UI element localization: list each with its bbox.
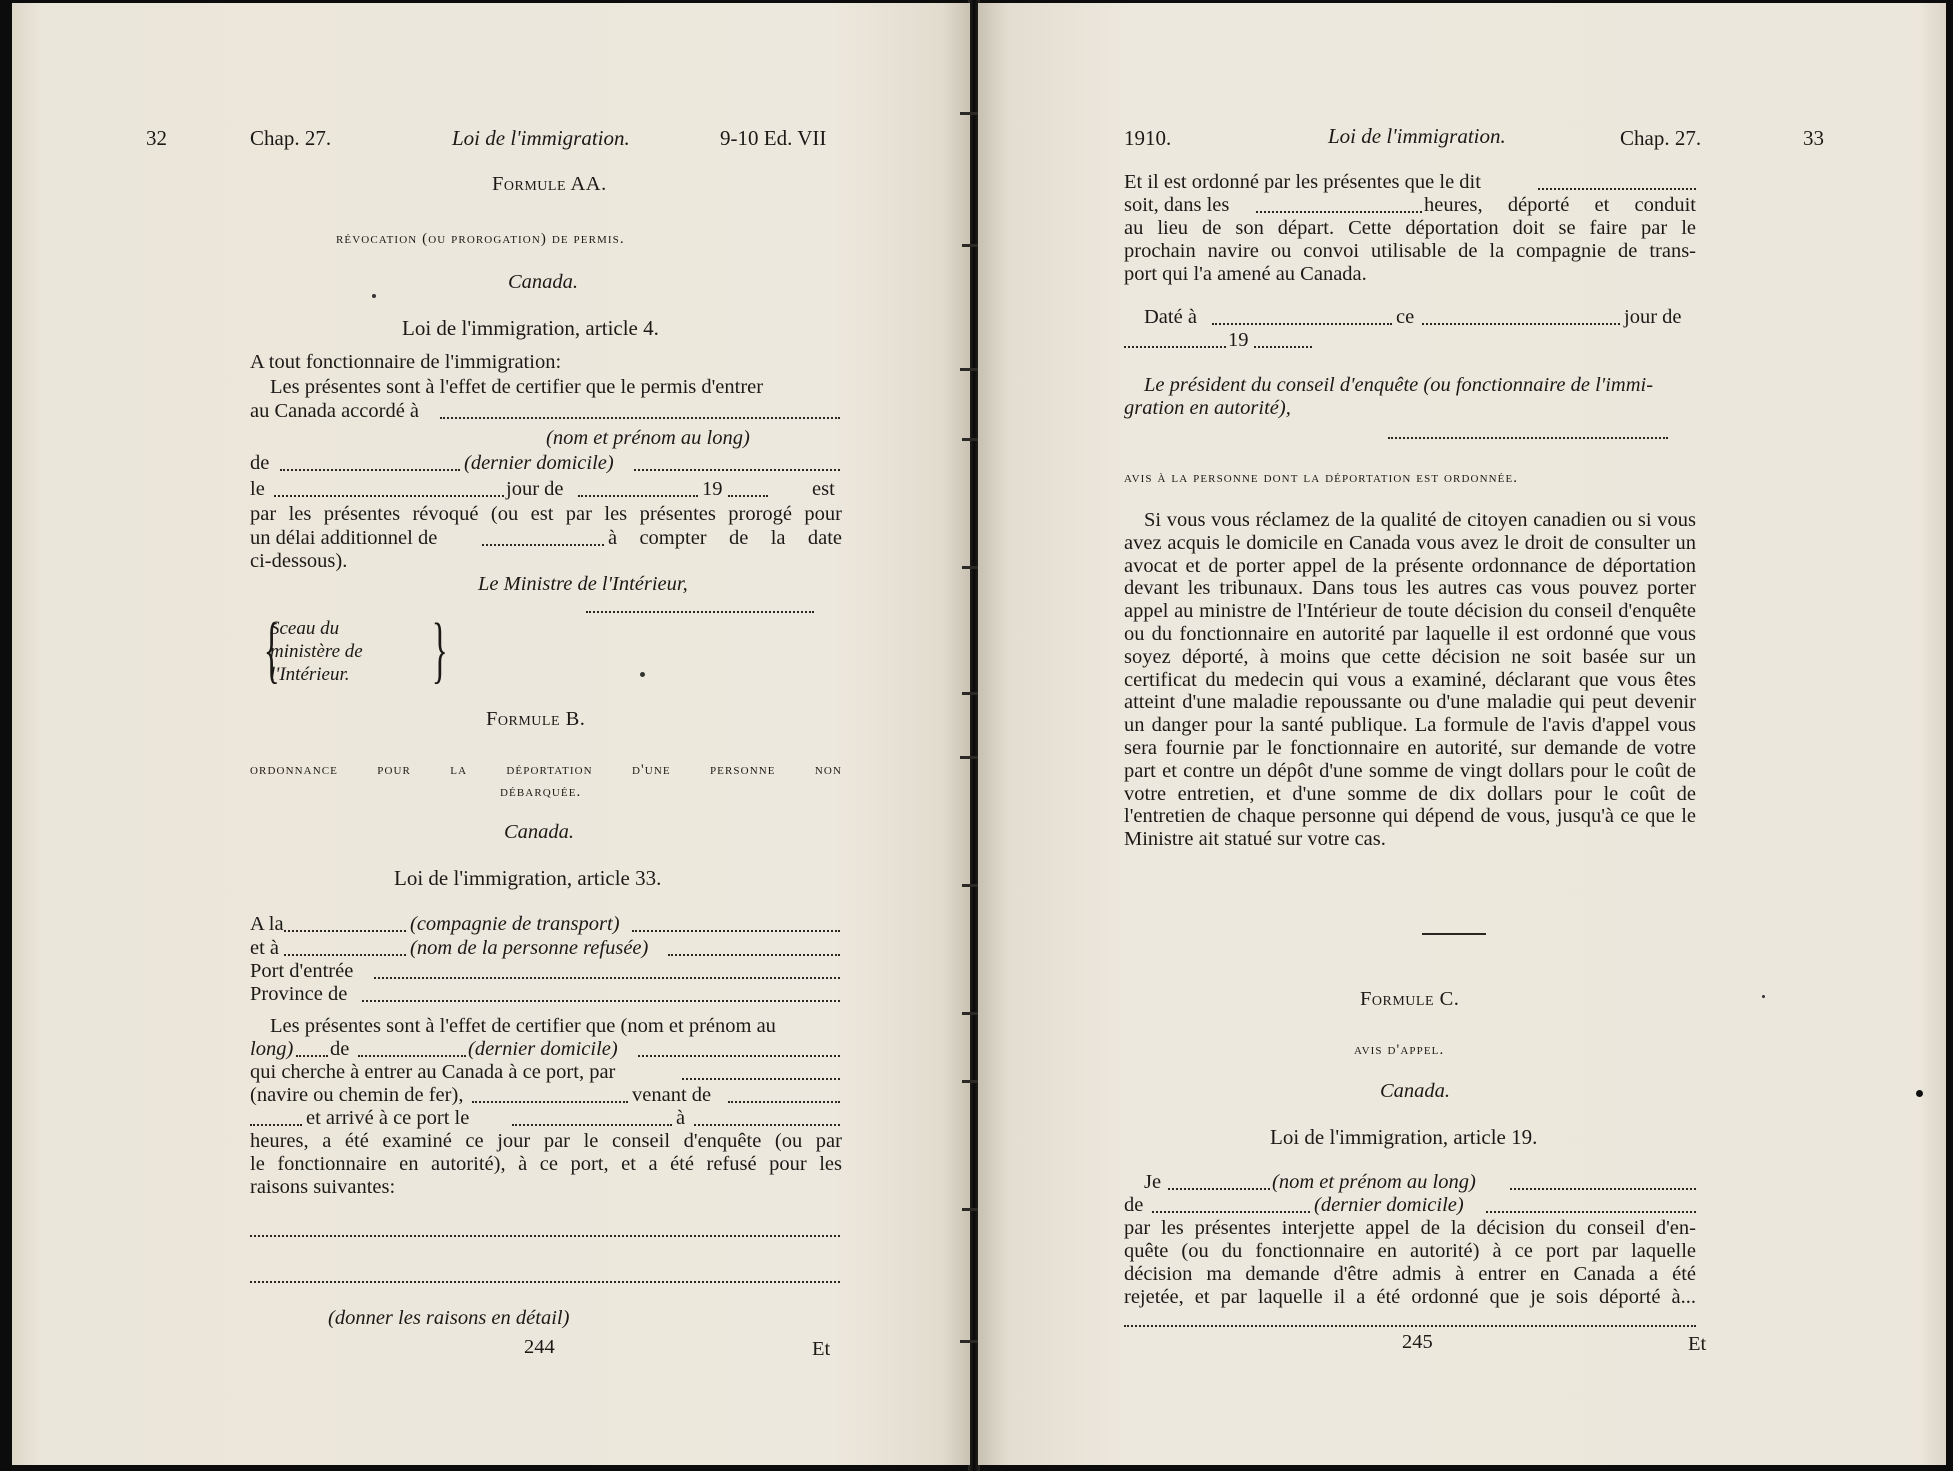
running-title: Loi de l'immigration. [452, 126, 630, 150]
dotted-blank [482, 544, 604, 546]
dotted-blank [1486, 1211, 1696, 1213]
minister-signature-label: Le Ministre de l'Intérieur, [478, 573, 688, 595]
section-divider [1422, 933, 1486, 935]
form-c-heading: Formule C. [1360, 988, 1460, 1010]
footer-catchword-right: Et [1688, 1333, 1707, 1355]
form-aa-act: Loi de l'immigration, article 4. [402, 316, 659, 340]
seal-line2: ministère de [270, 641, 363, 662]
form-aa-body-line2: au Canada accordé à [250, 400, 420, 422]
form-aa-jour-de: jour de [506, 478, 564, 500]
form-b-canada: Canada. [504, 821, 575, 843]
form-c-body-line4: quête (ou du fonctionnaire en autorité) à ce port par laquelle [1124, 1240, 1696, 1262]
form-aa-est: est [812, 478, 835, 500]
footer-page-number-right: 245 [1402, 1331, 1433, 1353]
domicile-hint-b: (dernier domicile) [468, 1038, 618, 1060]
president-line2: gration en autorité), [1124, 397, 1291, 419]
ink-spot [372, 294, 376, 298]
form-c-name-hint: (nom et prénom au long) [1272, 1171, 1476, 1193]
form-aa-body-line6a: un délai additionnel de [250, 527, 438, 549]
form-b-body-line7: le fonctionnaire en autorité), à ce port, et a été refusé pour les [250, 1153, 842, 1175]
cont-line4: prochain navire ou convoi utilisable de la compagnie de trans- [1124, 240, 1696, 262]
form-c-body-line5: décision ma demande d'être admis à entrer en Canada a été [1124, 1263, 1696, 1285]
cont-line2b: heures, déporté et conduit [1424, 194, 1696, 216]
dotted-blank [274, 495, 504, 497]
seal-line3: l'Intérieur. [270, 664, 350, 685]
seal-left-brace: { [263, 609, 280, 691]
running-title-right: Loi de l'immigration. [1328, 124, 1506, 148]
form-b-heading: Formule B. [486, 708, 586, 730]
seal-line1: Sceau du [270, 618, 340, 639]
dotted-blank [1256, 211, 1422, 213]
dotted-blank [296, 1055, 328, 1057]
form-c-act: Loi de l'immigration, article 19. [1270, 1125, 1538, 1149]
president-line1: Le président du conseil d'enquête (ou fonctionnaire de l'immi- [1144, 374, 1654, 396]
form-b-a-la: A la [250, 913, 284, 935]
cont-line1: Et il est ordonné par les présentes que le dit [1124, 171, 1481, 193]
dotted-blank [578, 495, 698, 497]
running-year: 1910. [1124, 126, 1172, 150]
form-c-body-line6: rejetée, et par laquelle il a été ordonné que je sois déporté à... [1124, 1286, 1696, 1308]
form-b-act: Loi de l'immigration, article 33. [394, 866, 662, 890]
dotted-blank [1124, 1325, 1696, 1327]
page-number: 32 [146, 126, 167, 150]
form-c-subheading: avis d'appel. [1354, 1042, 1445, 1058]
form-b-venant: venant de [632, 1084, 712, 1106]
form-aa-le: le [250, 478, 265, 500]
right-page [978, 3, 1946, 1465]
reasons-hint: (donner les raisons en détail) [328, 1307, 570, 1329]
dotted-blank [728, 495, 768, 497]
dotted-blank [694, 1124, 840, 1126]
form-aa-body-line6b: à compter de la date [608, 527, 842, 549]
dotted-blank [1152, 1211, 1310, 1213]
dotted-blank [638, 1055, 840, 1057]
reasons-line-2 [250, 1281, 840, 1283]
cont-line2a: soit, dans les [1124, 194, 1230, 216]
page-number-right: 33 [1803, 126, 1824, 150]
form-aa-canada: Canada. [508, 271, 579, 293]
notice-body: Si vous vous réclamez de la qualité de citoyen canadien ou si vous avez acquis le domicile en Canada vous avez le droit de consulter un avocat et de porter appel de la présente ordonnance de déportation devant les tribunaux. Dans tous les autres cas vous pouvez porter appel au ministre de l'Intérieur de toute décision du conseil d'enquête ou du fonctionnaire en autorité par laquelle il est ordonné que vous soyez déporté, à moins que cette décision ne soit basée sur un certificat du medecin qui vous a examiné, déclarant que vous êtes atteint d'une maladie repoussante ou d'une maladie qui peut devenir un danger pour la santé publique. La formule de l'avis d'appel vous sera fournie par le fonctionnaire en autorité, sur demande de votre part et contre un dépôt d'une somme de vingt dollars pour le coût de votre entretien, et d'une somme de dix dollars pour le coût de l'entretien de chaque personne qui dépend de vous, jusqu'à ce que le Ministre ait statué sur votre cas. [1124, 509, 1696, 851]
dotted-blank [1168, 1188, 1270, 1190]
dotted-blank [1254, 346, 1312, 348]
ink-spot [1916, 1090, 1923, 1097]
chapter-label: Chap. 27. [250, 126, 332, 150]
regnal-year: 9-10 Ed. VII [720, 126, 827, 150]
company-hint: (compagnie de transport) [410, 913, 620, 935]
date-jour-de: jour de [1624, 306, 1682, 328]
form-b-body-line6: heures, a été examiné ce jour par le conseil d'enquête (ou par [250, 1130, 842, 1152]
dotted-blank [668, 954, 840, 956]
signature-line-right [1388, 437, 1668, 439]
dotted-blank [1124, 346, 1226, 348]
form-c-body-line3: par les présentes interjette appel de la décision du conseil d'en- [1124, 1217, 1696, 1239]
domicile-hint: (dernier domicile) [464, 452, 614, 474]
form-aa-de: de [250, 452, 270, 474]
dotted-blank [1422, 323, 1620, 325]
cont-line3: au lieu de son départ. Cette déportation doit se faire par le [1124, 217, 1696, 239]
dotted-blank [374, 977, 840, 979]
form-b-de: de [330, 1038, 350, 1060]
chapter-label-right: Chap. 27. [1620, 126, 1702, 150]
form-b-et-a: et à [250, 937, 280, 959]
form-b-body-line3: qui cherche à entrer au Canada à ce port, par [250, 1061, 616, 1083]
dotted-blank [362, 1000, 840, 1002]
dotted-blank [280, 469, 460, 471]
form-b-long: long) [250, 1038, 294, 1060]
form-b-arrive: et arrivé à ce port le [306, 1107, 470, 1129]
ink-spot [640, 672, 645, 677]
date-ce: ce [1396, 306, 1415, 328]
form-aa-body-line1: Les présentes sont à l'effet de certifier que le permis d'entrer [270, 376, 764, 398]
form-aa-year: 19 [702, 478, 723, 500]
form-c-domicile-hint: (dernier domicile) [1314, 1194, 1464, 1216]
date-a: Daté à [1144, 306, 1197, 328]
dotted-blank [250, 1124, 302, 1126]
reasons-line-1 [250, 1235, 840, 1237]
dotted-blank [284, 930, 406, 932]
ink-spot [1762, 995, 1765, 998]
form-c-canada: Canada. [1380, 1080, 1451, 1102]
form-b-ship: (navire ou chemin de fer), [250, 1084, 464, 1106]
dotted-blank [284, 954, 406, 956]
name-hint: (nom et prénom au long) [546, 427, 750, 449]
seal-right-brace: } [431, 609, 448, 691]
footer-page-number: 244 [524, 1336, 555, 1358]
form-b-subheading-line1: ordonnance pour la déportation d'une personne non [250, 762, 842, 778]
form-b-province: Province de [250, 983, 348, 1005]
dotted-blank [1212, 323, 1392, 325]
form-c-je: Je [1144, 1171, 1162, 1193]
form-c-de: de [1124, 1194, 1144, 1216]
form-aa-subheading: révocation (ou prorogation) de permis. [336, 231, 625, 247]
dotted-blank [512, 1124, 672, 1126]
form-b-port: Port d'entrée [250, 960, 354, 982]
form-b-a: à [676, 1107, 686, 1129]
signature-line [586, 611, 814, 613]
dotted-blank [1510, 1188, 1696, 1190]
dotted-blank [472, 1101, 628, 1103]
form-aa-heading: Formule AA. [492, 173, 607, 195]
form-b-body-line8: raisons suivantes: [250, 1176, 396, 1198]
footer-catchword: Et [812, 1338, 831, 1360]
notice-heading: avis à la personne dont la déportation est ordonnée. [1124, 470, 1519, 486]
form-aa-address: A tout fonctionnaire de l'immigration: [250, 351, 562, 373]
form-b-subheading-line2: débarquée. [500, 784, 582, 800]
dotted-blank [1538, 188, 1696, 190]
dotted-blank [440, 417, 840, 419]
dotted-blank [728, 1101, 840, 1103]
form-aa-body-line7: ci-dessous). [250, 550, 348, 572]
cont-line5: port qui l'a amené au Canada. [1124, 263, 1367, 285]
refused-hint: (nom de la personne refusée) [410, 937, 649, 959]
date-year: 19 [1228, 329, 1249, 351]
dotted-blank [682, 1078, 840, 1080]
left-page [12, 3, 970, 1465]
dotted-blank [634, 469, 840, 471]
dotted-blank [358, 1055, 466, 1057]
dotted-blank [632, 930, 840, 932]
form-aa-body-line5: par les présentes révoqué (ou est par les présentes prorogé pour [250, 503, 842, 525]
form-b-body-line1: Les présentes sont à l'effet de certifier que (nom et prénom au [270, 1015, 776, 1037]
